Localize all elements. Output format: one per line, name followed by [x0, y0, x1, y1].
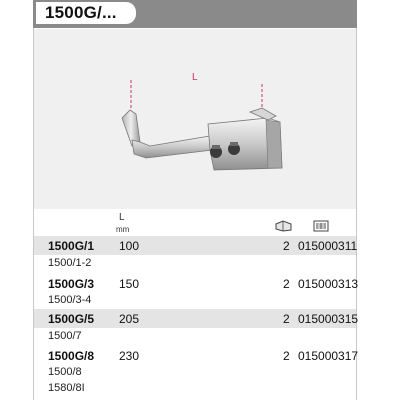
- length-value: 205: [119, 312, 140, 326]
- product-code: 1500G/8: [48, 349, 95, 363]
- quantity-value: 2: [283, 239, 290, 253]
- quantity-value: 2: [283, 277, 290, 291]
- article-number: 015000315: [298, 312, 359, 326]
- length-column-label: L: [119, 212, 125, 223]
- length-value: 100: [119, 239, 140, 253]
- compatible-model: 1500/7: [48, 330, 82, 342]
- length-value: 230: [119, 349, 140, 363]
- length-value: 150: [119, 277, 140, 291]
- barcode-icon: [313, 220, 329, 232]
- product-code: 1500G/3: [48, 277, 95, 291]
- product-code: 1500G/1: [48, 239, 95, 253]
- compatible-model: 1500/3-4: [48, 294, 92, 306]
- compatible-model: 1500/1-2: [48, 257, 92, 269]
- compatible-model: 1580/8I: [48, 382, 85, 394]
- article-number: 015000311: [298, 239, 358, 253]
- page-title: 1500G/...: [45, 3, 117, 22]
- product-code: 1500G/5: [48, 312, 95, 326]
- package-icon: [275, 220, 293, 232]
- dimension-label: L: [192, 72, 198, 83]
- quantity-value: 2: [283, 349, 290, 363]
- length-column-unit: mm: [116, 225, 130, 234]
- compatible-model: 1500/8: [48, 366, 82, 378]
- article-number: 015000317: [298, 349, 359, 363]
- article-number: 015000313: [298, 277, 359, 291]
- quantity-value: 2: [283, 312, 290, 326]
